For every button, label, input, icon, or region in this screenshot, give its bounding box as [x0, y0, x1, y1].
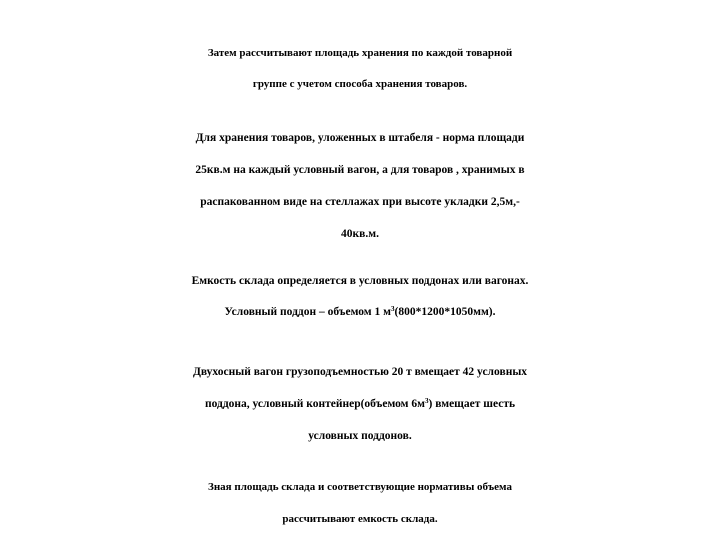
text-line: Зная площадь склада и соответствующие нормативы объема — [208, 481, 512, 493]
text-line: Затем рассчитывают площадь хранения по каждой товарной — [207, 47, 513, 59]
text-segment: (800*1200*1050мм). — [394, 306, 496, 318]
superscript: 3 — [424, 397, 429, 406]
text-line: условных поддонов. — [308, 430, 412, 442]
text-line — [0, 297, 720, 328]
text-line: рассчитывают емкость склада. — [282, 513, 438, 525]
text-segment: поддона, условный контейнер(объемом 6м — [204, 398, 425, 410]
text-segment: ) вмещает шесть — [428, 398, 516, 410]
paragraph-storage-area-calculation — [0, 38, 720, 100]
superscript: 3 — [390, 305, 395, 314]
text-line: 25кв.м на каждый условный вагон, а для товаров , хранимых в — [195, 164, 525, 176]
text-line: Для хранения товаров, уложенных в штабеля - норма площади — [195, 132, 525, 144]
text-segment: Условный поддон – объемом 1 м — [224, 306, 391, 318]
text-line: 40кв.м. — [341, 228, 379, 240]
paragraph-capacity-calculation — [0, 471, 720, 535]
text-line: распакованном виде на стеллажах при высоте укладки 2,5м,- — [200, 196, 520, 208]
paragraph-storage-norms — [0, 122, 720, 250]
paragraph-wagon-capacity — [0, 356, 720, 452]
text-line: Емкость склада определяется в условных поддонах или вагонах. — [191, 275, 529, 287]
paragraph-warehouse-capacity — [0, 266, 720, 328]
text-line: Двухосный вагон грузоподъемностью 20 т вмещает 42 условных — [192, 366, 528, 378]
text-line — [0, 388, 720, 420]
text-line: группе с учетом способа хранения товаров. — [252, 78, 468, 90]
